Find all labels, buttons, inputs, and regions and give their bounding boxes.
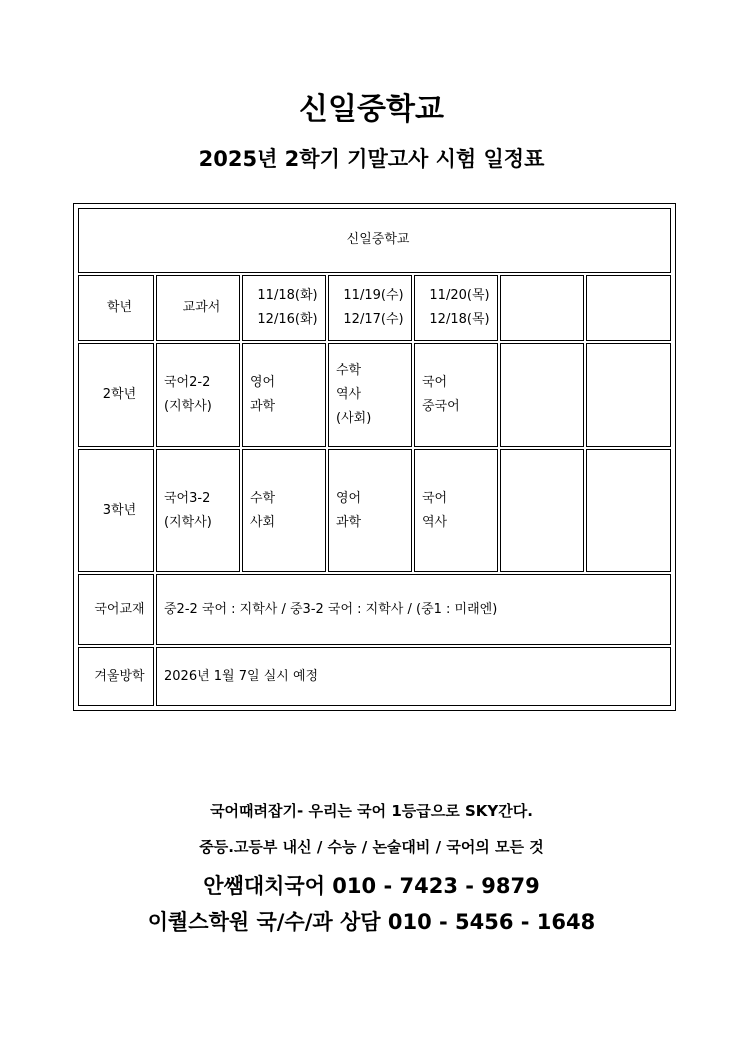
day2-cell	[328, 343, 412, 447]
cell-line: (지학사)	[164, 514, 212, 530]
cell-line: 과학	[250, 398, 276, 414]
cell-line: 국어	[422, 374, 448, 390]
winter-break-row	[78, 647, 671, 706]
cell-line: 영어	[250, 374, 276, 390]
day2-cell	[328, 449, 412, 573]
cell-line: 역사	[422, 514, 448, 530]
cell-line: (사회)	[336, 410, 372, 426]
grade-cell: 3학년	[78, 449, 154, 573]
school-name-cell: 신일중학교	[78, 208, 671, 273]
empty-cell	[586, 449, 671, 573]
cell-line: 수학	[250, 490, 276, 506]
grade-cell: 2학년	[78, 343, 154, 447]
schedule-table	[76, 206, 673, 708]
empty-cell	[500, 343, 584, 447]
table-row	[78, 449, 671, 573]
date-2-line-2: 12/17(수)	[343, 311, 404, 327]
empty-cell	[586, 343, 671, 447]
textbook-info-value: 중2-2 국어 : 지학사 / 중3-2 국어 : 지학사 / (중1 : 미래엔)	[156, 574, 671, 645]
header-date-1	[242, 275, 326, 341]
footer-contact-1: 안쌤대치국어 010 - 7423 - 9879	[203, 874, 540, 898]
cell-line: 국어	[422, 490, 448, 506]
textbook-cell	[156, 449, 240, 573]
school-row	[78, 208, 671, 273]
day3-cell	[414, 343, 498, 447]
cell-line: 수학	[336, 362, 362, 378]
header-textbook: 교과서	[156, 275, 240, 341]
footer-slogan: 국어때려잡기- 우리는 국어 1등급으로 SKY간다.	[210, 802, 533, 820]
header-grade: 학년	[78, 275, 154, 341]
date-1-line-2: 12/16(화)	[257, 311, 318, 327]
textbook-info-label: 국어교재	[78, 574, 154, 645]
header-row	[78, 275, 671, 341]
date-3-line-2: 12/18(목)	[429, 311, 490, 327]
textbook-info-row	[78, 574, 671, 645]
winter-break-label: 겨울방학	[78, 647, 154, 706]
date-1-line-1: 11/18(화)	[257, 287, 318, 303]
day1-cell	[242, 343, 326, 447]
cell-line: 영어	[336, 490, 362, 506]
cell-line: 역사	[336, 386, 362, 402]
cell-line: 과학	[336, 514, 362, 530]
cell-line: 국어2-2	[164, 374, 211, 390]
cell-line: 중국어	[422, 398, 460, 414]
header-empty-2	[586, 275, 671, 341]
day1-cell	[242, 449, 326, 573]
cell-line: 사회	[250, 514, 276, 530]
page-subtitle: 2025년 2학기 기말고사 시험 일정표	[198, 147, 545, 171]
day3-cell	[414, 449, 498, 573]
header-date-2	[328, 275, 412, 341]
cell-line: 국어3-2	[164, 490, 211, 506]
cell-line: (지학사)	[164, 398, 212, 414]
footer-contact-2: 이퀄스학원 국/수/과 상담 010 - 5456 - 1648	[147, 910, 596, 934]
schedule-frame	[73, 203, 676, 711]
table-row	[78, 343, 671, 447]
date-3-line-1: 11/20(목)	[429, 287, 490, 303]
winter-break-value: 2026년 1월 7일 실시 예정	[156, 647, 671, 706]
date-2-line-1: 11/19(수)	[343, 287, 404, 303]
header-empty-1	[500, 275, 584, 341]
footer-services: 중등.고등부 내신 / 수능 / 논술대비 / 국어의 모든 것	[199, 838, 544, 856]
empty-cell	[500, 449, 584, 573]
header-date-3	[414, 275, 498, 341]
page-title: 신일중학교	[299, 92, 444, 127]
textbook-cell	[156, 343, 240, 447]
